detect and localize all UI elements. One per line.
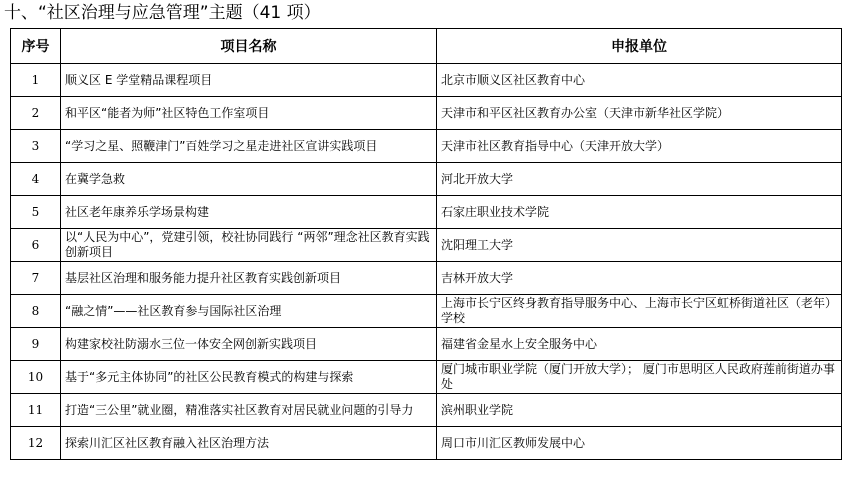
row-project-name: 基层社区治理和服务能力提升社区教育实践创新项目 — [61, 262, 437, 295]
row-applicant-unit: 北京市顺义区社区教育中心 — [437, 64, 842, 97]
row-serial-number: 4 — [11, 163, 61, 196]
table-row — [11, 163, 842, 196]
table-row — [11, 229, 842, 262]
project-table — [10, 28, 842, 460]
row-project-name: 社区老年康养乐学场景构建 — [61, 196, 437, 229]
row-project-name: 在冀学急救 — [61, 163, 437, 196]
row-serial-number: 9 — [11, 328, 61, 361]
table-row — [11, 262, 842, 295]
table-row — [11, 394, 842, 427]
row-applicant-unit: 天津市社区教育指导中心（天津开放大学） — [437, 130, 842, 163]
row-project-name: “学习之星、照鞭津门”百姓学习之星走进社区宣讲实践项目 — [61, 130, 437, 163]
row-project-name: 打造“三公里”就业圈，精准落实社区教育对居民就业问题的引导力 — [61, 394, 437, 427]
row-project-name: “融之情”——社区教育参与国际社区治理 — [61, 295, 437, 328]
row-applicant-unit: 石家庄职业技术学院 — [437, 196, 842, 229]
row-applicant-unit: 天津市和平区社区教育办公室（天津市新华社区学院） — [437, 97, 842, 130]
row-applicant-unit: 滨州职业学院 — [437, 394, 842, 427]
row-project-name: 探索川汇区社区教育融入社区治理方法 — [61, 427, 437, 460]
table-row — [11, 328, 842, 361]
table-row — [11, 295, 842, 328]
row-serial-number: 7 — [11, 262, 61, 295]
row-serial-number: 3 — [11, 130, 61, 163]
table-row — [11, 361, 842, 394]
header-serial-number: 序号 — [11, 29, 61, 64]
row-project-name: 以“人民为中心”，党建引领，校社协同践行 “两邻”理念社区教育实践创新项目 — [61, 229, 437, 262]
row-serial-number: 6 — [11, 229, 61, 262]
row-serial-number: 12 — [11, 427, 61, 460]
row-project-name: 基于“多元主体协同”的社区公民教育模式的构建与探索 — [61, 361, 437, 394]
row-serial-number: 8 — [11, 295, 61, 328]
row-applicant-unit: 福建省金星水上安全服务中心 — [437, 328, 842, 361]
row-applicant-unit: 河北开放大学 — [437, 163, 842, 196]
row-project-name: 和平区“能者为师”社区特色工作室项目 — [61, 97, 437, 130]
row-applicant-unit: 沈阳理工大学 — [437, 229, 842, 262]
header-project-name: 项目名称 — [61, 29, 437, 64]
table-row — [11, 64, 842, 97]
table-row — [11, 97, 842, 130]
row-serial-number: 1 — [11, 64, 61, 97]
row-serial-number: 2 — [11, 97, 61, 130]
row-applicant-unit: 周口市川汇区教师发展中心 — [437, 427, 842, 460]
row-project-name: 顺义区 E 学堂精品课程项目 — [61, 64, 437, 97]
row-applicant-unit: 厦门城市职业学院（厦门开放大学）； 厦门市思明区人民政府莲前街道办事处 — [437, 361, 842, 394]
row-serial-number: 5 — [11, 196, 61, 229]
table-row — [11, 196, 842, 229]
row-project-name: 构建家校社防溺水三位一体安全网创新实践项目 — [61, 328, 437, 361]
section-title: 十、“社区治理与应急管理”主题（41 项） — [4, 3, 321, 23]
row-applicant-unit: 吉林开放大学 — [437, 262, 842, 295]
row-serial-number: 10 — [11, 361, 61, 394]
row-applicant-unit: 上海市长宁区终身教育指导服务中心、上海市长宁区虹桥街道社区（老年）学校 — [437, 295, 842, 328]
table-row — [11, 130, 842, 163]
header-applicant-unit: 申报单位 — [437, 29, 842, 64]
row-serial-number: 11 — [11, 394, 61, 427]
table-row — [11, 427, 842, 460]
table-header-row — [11, 29, 842, 64]
